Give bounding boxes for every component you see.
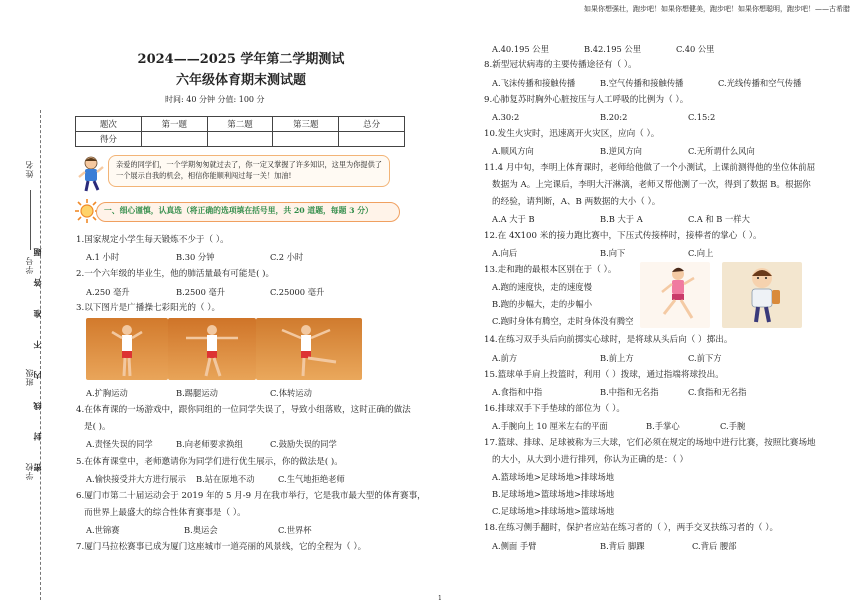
question-9: 9.心肺复苏时胸外心脏按压与人工呼吸的比例为（ ）。 — [484, 95, 689, 105]
question-7: 7.厦门马拉松赛事已成为厦门这座城市一道亮丽的风景线，它的全程为（ ）。 — [76, 542, 367, 552]
question-14: 14.在练习双手头后向前掷实心球时，是将球从头后向（ ）掷出。 — [484, 335, 733, 345]
option-11b[interactable]: B.B 大于 A — [600, 214, 643, 224]
question-1: 1.国家规定小学生每天锻炼不少于（ ）。 — [76, 235, 229, 245]
option-12a[interactable]: A.向后 — [492, 248, 518, 258]
option-10a[interactable]: A.顺风方向 — [492, 146, 534, 156]
option-6a[interactable]: A.世锦赛 — [86, 525, 120, 535]
score-header-cell: 题次 — [76, 117, 142, 132]
option-5c[interactable]: C.生气地拒绝老师 — [278, 474, 345, 484]
score-header-cell: 第一题 — [141, 117, 207, 132]
option-7c[interactable]: C.40 公里 — [676, 44, 715, 54]
mascot-image — [76, 155, 106, 193]
question-2: 2.一个六年级的毕业生，他的肺活量最有可能是( )。 — [76, 269, 275, 279]
question-16: 16.排球双手下手垫球的部位为（ ）。 — [484, 404, 626, 414]
option-8c[interactable]: C.光线传播和空气传播 — [718, 78, 802, 88]
option-15a[interactable]: A.食指和中指 — [492, 387, 543, 397]
score-header-cell: 第二题 — [207, 117, 273, 132]
option-8b[interactable]: B.空气传播和接触传播 — [600, 78, 684, 88]
runner-image — [640, 262, 710, 328]
exam-info: 时间: 40 分钟 分值: 100 分 — [165, 95, 265, 104]
score-row-label: 得分 — [76, 132, 142, 147]
score-header-cell: 总分 — [339, 117, 405, 132]
option-3a[interactable]: A.扩胸运动 — [86, 388, 128, 398]
question-11-cont2: 的经验，请判断，A、B 两数据的大小（ ）。 — [492, 197, 661, 207]
option-12c[interactable]: C.向上 — [688, 248, 714, 258]
option-13a[interactable]: A.跑的速度快，走的速度慢 — [492, 282, 592, 292]
option-16b[interactable]: B.手掌心 — [646, 421, 680, 431]
question-8: 8.新型冠状病毒的主要传播途径有（ ）。 — [484, 60, 637, 70]
question-13: 13.走和跑的最根本区别在于（ ）。 — [484, 265, 617, 275]
question-4-cont: 是( )。 — [84, 422, 111, 432]
option-6b[interactable]: B.奥运会 — [184, 525, 218, 535]
header-motto: 如果你想强壮，跑步吧！如果你想健美，跑步吧！如果你想聪明，跑步吧！——古希腊 — [584, 5, 850, 13]
question-6-cont: 而世界上最盛大的综合性体育赛事是（ ）。 — [84, 508, 246, 518]
question-5: 5.在体育课堂中，老师邀请你为同学们进行优生展示，你的做法是( )。 — [76, 457, 343, 467]
option-5a[interactable]: A.愉快接受并大方进行展示 — [86, 474, 186, 484]
seal-text: 密 封 线 内 不 准 答 题 — [32, 238, 42, 472]
option-18c[interactable]: C.背后 腰部 — [692, 541, 737, 551]
option-1b[interactable]: B.30 分钟 — [176, 252, 215, 262]
option-3b[interactable]: B.踢腿运动 — [176, 388, 218, 398]
option-11a[interactable]: A.A 大于 B — [492, 214, 535, 224]
option-15b[interactable]: B.中指和无名指 — [600, 387, 659, 397]
exercise-image-b — [168, 318, 256, 380]
option-2b[interactable]: B.2500 毫升 — [176, 287, 226, 297]
name-label: 姓名 — [25, 160, 34, 178]
option-17a[interactable]: A.篮球场地>足球场地>排球场地 — [492, 472, 615, 482]
score-cell[interactable] — [339, 132, 405, 147]
score-cell[interactable] — [141, 132, 207, 147]
option-15c[interactable]: C.食指和无名指 — [688, 387, 747, 397]
option-16a[interactable]: A.手腕向上 10 厘米左右的平面 — [492, 421, 608, 431]
option-6c[interactable]: C.世界杯 — [278, 525, 312, 535]
question-3: 3.以下图片是广播操七彩阳光的（ ）。 — [76, 303, 221, 313]
option-9c[interactable]: C.15:2 — [688, 112, 716, 122]
option-12b[interactable]: B.向下 — [600, 248, 626, 258]
option-11c[interactable]: C.A 和 B 一样大 — [688, 214, 750, 224]
option-4c[interactable]: C.鼓励失误的同学 — [270, 439, 337, 449]
option-3c[interactable]: C.体转运动 — [270, 388, 312, 398]
question-10: 10.发生火灾时，迅速离开火灾区，应向（ ）。 — [484, 129, 660, 139]
option-2c[interactable]: C.25000 毫升 — [270, 287, 325, 297]
option-7a[interactable]: A.40.195 公里 — [492, 44, 549, 54]
page-number: 1 — [438, 595, 442, 602]
option-14b[interactable]: B.前上方 — [600, 353, 634, 363]
question-6: 6.厦门市第二十届运动会于 2019 年的 5 月-9 月在我市举行，它是我市最大型的体育赛事， — [76, 491, 426, 501]
option-10b[interactable]: B.逆风方向 — [600, 146, 642, 156]
score-table-header-row — [76, 117, 405, 132]
option-4b[interactable]: B.向老师要求换组 — [176, 439, 243, 449]
option-17c[interactable]: C.足球场地>排球场地>篮球场地 — [492, 506, 615, 516]
option-1c[interactable]: C.2 小时 — [270, 252, 304, 262]
question-17: 17.篮球、排球、足球被称为三大球，它们必须在规定的场地中进行比赛，按照比赛场地 — [484, 438, 816, 448]
exercise-image-c — [256, 318, 362, 380]
option-1a[interactable]: A.1 小时 — [86, 252, 120, 262]
question-17-cont: 的大小，从大到小进行排列，你认为正确的是：（ ） — [492, 455, 689, 465]
question-18: 18.在练习侧手翻时，保护者应站在练习者的（ ），两手交叉扶练习者的（ ）。 — [484, 523, 779, 533]
option-4a[interactable]: A.责怪失误的同学 — [86, 439, 153, 449]
score-header-cell: 第三题 — [273, 117, 339, 132]
score-table-row — [76, 132, 405, 147]
school-label: 学校 — [25, 462, 34, 480]
question-12: 12.在 4X100 米的接力跑比赛中，下压式传接棒时，接棒者的掌心（ ）。 — [484, 231, 762, 241]
option-5b[interactable]: B.站在原地不动 — [196, 474, 255, 484]
option-10c[interactable]: C.无所谓什么风向 — [688, 146, 755, 156]
option-2a[interactable]: A.250 毫升 — [86, 287, 130, 297]
question-11-cont: 数据为 A。上完课后，李明大汗淋漓，老师又帮他测了一次，得到了数据 B。根据你 — [492, 180, 811, 190]
student-id-label: 学号 — [25, 256, 34, 274]
walker-image — [722, 262, 802, 328]
option-17b[interactable]: B.足球场地>篮球场地>排球场地 — [492, 489, 615, 499]
title-line-2: 六年级体育期末测试题 — [175, 73, 306, 88]
score-table — [75, 116, 405, 147]
option-14c[interactable]: C.前下方 — [688, 353, 722, 363]
exercise-image-a — [86, 318, 168, 380]
greeting-text: 亲爱的同学们，一个学期匆匆就过去了，你一定又掌握了许多知识，这里为你提供了一个展示自我的机会，相信你能顺利闯过每一关！加油! — [116, 160, 382, 180]
option-18b[interactable]: B.背后 脚踝 — [600, 541, 645, 551]
option-14a[interactable]: A.前方 — [492, 353, 518, 363]
title-line-1: 2024——2025 学年第二学期测试 — [137, 52, 345, 67]
option-13c[interactable]: C.跑时身体有腾空，走时身体没有腾空 — [492, 316, 634, 326]
question-15: 15.篮球单手肩上投篮时，利用（ ）拨球，通过指端将球投出。 — [484, 370, 724, 380]
option-9a[interactable]: A.30:2 — [492, 112, 520, 122]
question-4: 4.在体育课的一场游戏中，跟你同组的一位同学失误了，导致小组落败，这时正确的做法 — [76, 405, 411, 415]
question-11: 11.4 月中旬，李明上体育课时，老师给他做了一个小测试，上课前测得他的坐位体前屈 — [484, 163, 816, 173]
score-cell[interactable] — [273, 132, 339, 147]
option-18a[interactable]: A.侧面 手臂 — [492, 541, 537, 551]
option-13b[interactable]: B.跑的步幅大，走的步幅小 — [492, 299, 593, 309]
option-9b[interactable]: B.20:2 — [600, 112, 628, 122]
section1-title: 一、细心谨慎，认真选（将正确的选项填在括号里，共 20 道题，每题 3 分） — [104, 206, 373, 215]
option-7b[interactable]: B.42.195 公里 — [584, 44, 641, 54]
option-8a[interactable]: A.飞沫传播和接触传播 — [492, 78, 576, 88]
class-label: 班级 — [25, 368, 34, 386]
score-cell[interactable] — [207, 132, 273, 147]
option-16c[interactable]: C.手腕 — [720, 421, 746, 431]
